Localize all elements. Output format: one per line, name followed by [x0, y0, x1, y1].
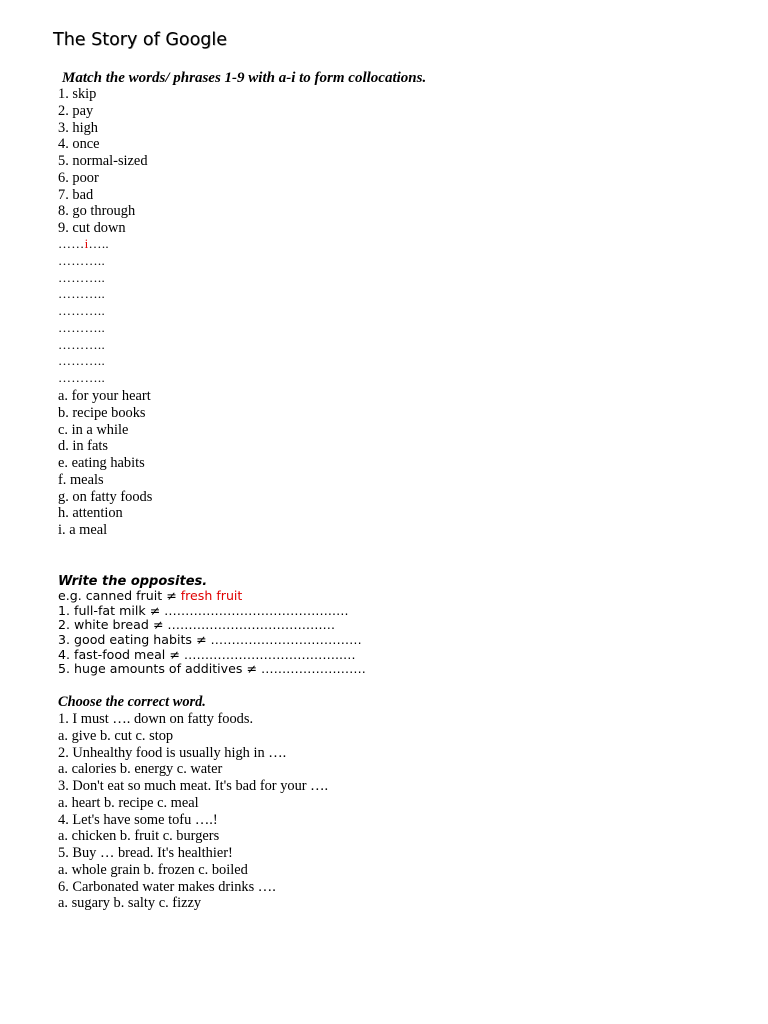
- collocation-word: 3. high: [58, 119, 98, 136]
- answer-choices: a. whole grain b. frozen c. boiled: [58, 861, 248, 878]
- collocation-word: 5. normal-sized: [58, 153, 148, 169]
- collocation-word-list: [58, 86, 148, 237]
- blank-dots: ………..: [58, 303, 105, 318]
- opposites-item[interactable]: 1. full-fat milk ≠ ………………………………….….: [58, 602, 349, 618]
- collocation-option: g. on fatty foods: [58, 488, 153, 505]
- section2-heading: Write the opposites.: [58, 574, 208, 589]
- opposites-example: [58, 589, 366, 604]
- collocation-option: d. in fats: [58, 438, 108, 455]
- question-text: 2. Unhealthy food is usually high in ….: [58, 744, 287, 761]
- opposites-item[interactable]: 2. white bread ≠ ……………………………….…: [58, 617, 336, 633]
- blank-dots: …..: [88, 236, 109, 251]
- question-text: 5. Buy … bread. It's healthier!: [58, 845, 233, 861]
- answer-choices: a. heart b. recipe c. meal: [58, 794, 199, 811]
- collocation-option-list: [58, 388, 152, 539]
- collocation-word: 2. pay: [58, 102, 94, 119]
- collocation-option: e. eating habits: [58, 455, 145, 471]
- opposites-item[interactable]: 5. huge amounts of additives ≠ …………………….: [58, 661, 366, 677]
- collocation-option: i. a meal: [58, 522, 108, 538]
- answer-choices: a. calories b. energy c. water: [58, 761, 223, 778]
- collocation-option: b. recipe books: [58, 404, 146, 421]
- collocation-word: 7. bad: [58, 186, 94, 203]
- blank-dots: ………..: [58, 286, 105, 302]
- answer-blank[interactable]: [58, 286, 109, 303]
- answer-blank[interactable]: [58, 353, 109, 370]
- blank-dots: ………..: [58, 370, 105, 385]
- blank-dots: ………..: [58, 336, 105, 352]
- answer-blank[interactable]: [58, 236, 109, 253]
- filled-answer: i: [84, 236, 89, 251]
- collocation-option: c. in a while: [58, 421, 129, 438]
- blank-dots: ………..: [58, 269, 105, 285]
- question-text: 1. I must …. down on fatty foods.: [58, 711, 254, 727]
- question-text: 6. Carbonated water makes drinks ….: [58, 878, 276, 895]
- collocation-option: a. for your heart: [58, 388, 151, 404]
- answer-blank-list: [58, 236, 109, 387]
- answer-blank[interactable]: [58, 270, 109, 287]
- question-text: 3. Don't eat so much meat. It's bad for your ….: [58, 778, 329, 794]
- blank-dots: ………..: [58, 319, 105, 335]
- collocation-word: 9. cut down: [58, 220, 126, 236]
- answer-choices: a. chicken b. fruit c. burgers: [58, 828, 220, 845]
- opposites-item[interactable]: 3. good eating habits ≠ ………………………………: [58, 632, 362, 648]
- collocation-option: f. meals: [58, 471, 104, 488]
- answer-choices: a. give b. cut c. stop: [58, 727, 174, 744]
- example-answer: fresh fruit: [180, 588, 243, 603]
- answer-blank[interactable]: [58, 320, 109, 337]
- blank-dots: ……: [58, 236, 85, 251]
- collocation-option: h. attention: [58, 505, 123, 522]
- answer-blank[interactable]: [58, 253, 109, 270]
- collocation-word: 4. once: [58, 136, 100, 153]
- question-text: 4. Let's have some tofu ….!: [58, 811, 218, 828]
- multiple-choice-list: [58, 711, 328, 912]
- answer-choices: a. sugary b. salty c. fizzy: [58, 895, 202, 912]
- answer-blank[interactable]: [58, 370, 109, 387]
- collocation-word: 8. go through: [58, 203, 136, 220]
- example-text: e.g. canned fruit ≠: [58, 588, 181, 603]
- blank-dots: ………..: [58, 353, 105, 369]
- section3-heading: Choose the correct word.: [58, 694, 206, 710]
- collocation-word: 1. skip: [58, 86, 97, 102]
- answer-blank[interactable]: [58, 337, 109, 354]
- blank-dots: ………..: [58, 252, 105, 268]
- opposites-list: [58, 589, 366, 677]
- answer-blank[interactable]: [58, 303, 109, 320]
- section1-heading: Match the words/ phrases 1-9 with a-i to form collocations.: [62, 70, 427, 86]
- document-title: The Story of Google: [53, 30, 228, 50]
- opposites-item[interactable]: 4. fast-food meal ≠ ………………………………..…: [58, 646, 356, 662]
- collocation-word: 6. poor: [58, 169, 99, 186]
